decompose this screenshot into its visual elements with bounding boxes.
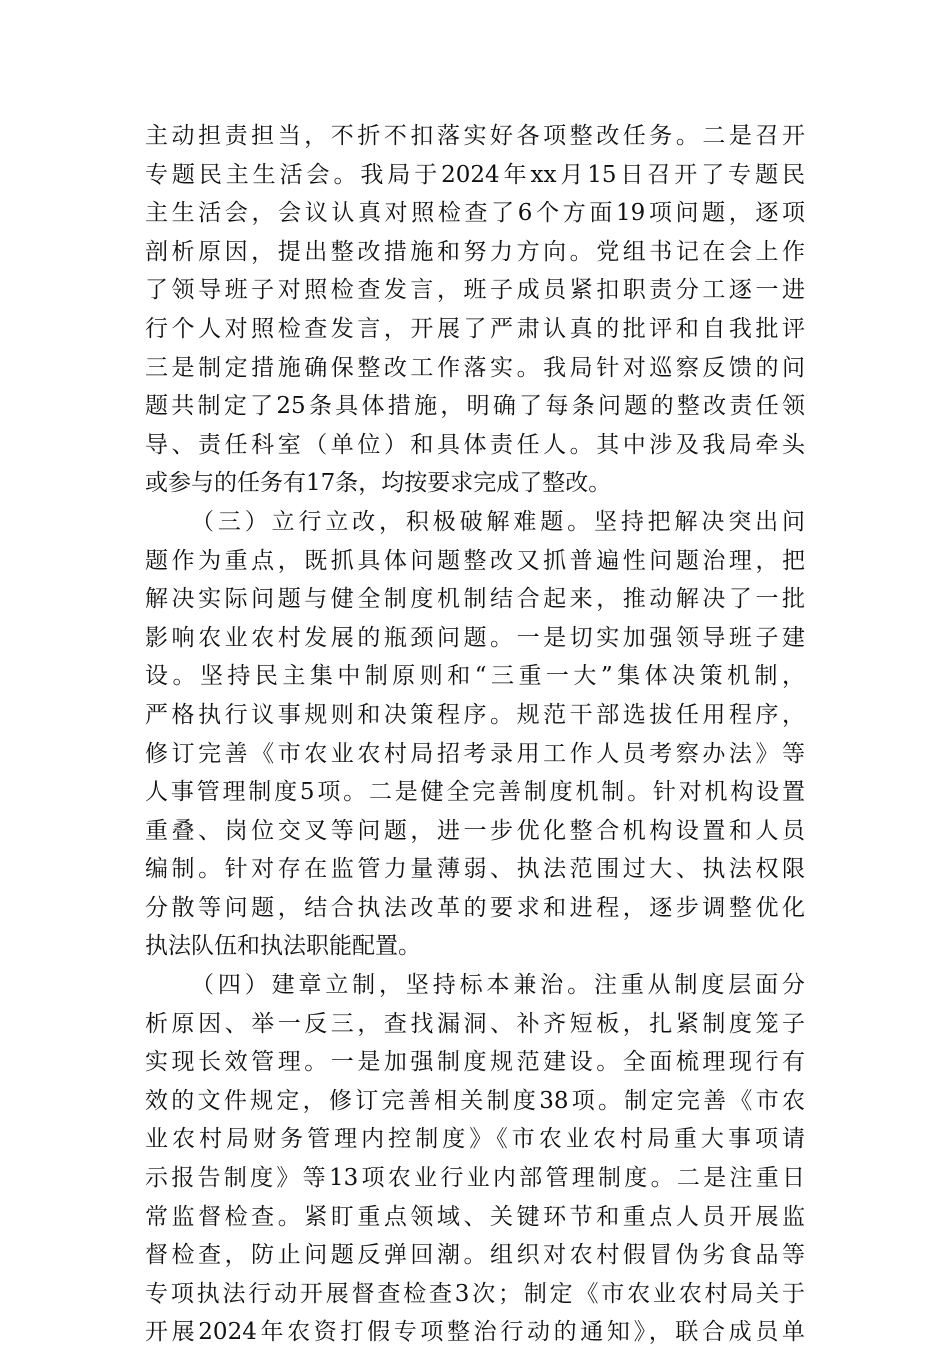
text-line: 常监督检查。紧盯重点领域、关键环节和重点人员开展监 <box>145 1203 805 1230</box>
text-line: 效的文件规定，修订完善相关制度38项。制定完善《市农 <box>145 1087 805 1114</box>
text-line: 或参与的任务有17条，均按要求完成了整改。 <box>145 470 612 497</box>
section-heading-line: （三）立行立改，积极破解难题。坚持把解决突出问 <box>191 508 805 535</box>
text-line: 重叠、岗位交叉等问题，进一步优化整合机构设置和人员 <box>145 817 805 844</box>
text-line: 严格执行议事规则和决策程序。规范干部选拔任用程序， <box>145 701 805 728</box>
text-line: 影响农业农村发展的瓶颈问题。一是切实加强领导班子建 <box>145 624 805 651</box>
text-line: 专题民主生活会。我局于2024年xx月15日召开了专题民 <box>145 161 805 188</box>
text-line: 主动担责担当，不折不扣落实好各项整改任务。二是召开 <box>145 123 805 149</box>
text-line: 执法队伍和执法职能配置。 <box>145 933 421 960</box>
section-heading-line: （四）建章立制，坚持标本兼治。注重从制度层面分 <box>191 972 805 999</box>
text-line: 示报告制度》等13项农业行业内部管理制度。二是注重日 <box>145 1165 805 1192</box>
text-line: 导、责任科室（单位）和具体责任人。其中涉及我局牵头 <box>145 431 805 458</box>
text-line: 题作为重点，既抓具体问题整改又抓普遍性问题治理，把 <box>145 547 805 574</box>
text-line: 了领导班子对照检查发言，班子成员紧扣职责分工逐一进 <box>145 277 805 304</box>
text-line: 分散等问题，结合执法改革的要求和进程，逐步调整优化 <box>145 894 805 921</box>
text-line: 修订完善《市农业农村局招考录用工作人员考察办法》等 <box>145 740 805 767</box>
text-line: 主生活会，会议认真对照检查了6个方面19项问题，逐项 <box>145 200 805 227</box>
text-line: 剖析原因，提出整改措施和努力方向。党组书记在会上作 <box>145 238 805 265</box>
text-line: 人事管理制度5项。二是健全完善制度机制。针对机构设置 <box>145 779 805 806</box>
text-line: 行个人对照检查发言，开展了严肃认真的批评和自我批评 <box>145 315 805 342</box>
text-line: 督检查，防止问题反弹回潮。组织对农村假冒伪劣食品等 <box>145 1242 805 1269</box>
text-line: 设。坚持民主集中制原则和“三重一大”集体决策机制， <box>145 663 805 690</box>
text-line: 解决实际问题与健全制度机制结合起来，推动解决了一批 <box>145 586 805 613</box>
body-text <box>145 117 805 1352</box>
text-line: 实现长效管理。一是加强制度规范建设。全面梳理现行有 <box>145 1049 805 1076</box>
text-line: 编制。针对存在监管力量薄弱、执法范围过大、执法权限 <box>145 856 805 883</box>
text-line: 析原因、举一反三，查找漏洞、补齐短板，扎紧制度笼子 <box>145 1010 805 1037</box>
text-line: 开展2024年农资打假专项整治行动的通知》，联合成员单 <box>145 1319 805 1346</box>
text-line: 题共制定了25条具体措施，明确了每条问题的整改责任领 <box>145 393 805 420</box>
text-line: 专项执法行动开展督查检查3次；制定《市农业农村局关于 <box>145 1280 805 1307</box>
text-line: 三是制定措施确保整改工作落实。我局针对巡察反馈的问 <box>145 354 805 381</box>
text-line: 业农村局财务管理内控制度》《市农业农村局重大事项请 <box>145 1126 805 1153</box>
